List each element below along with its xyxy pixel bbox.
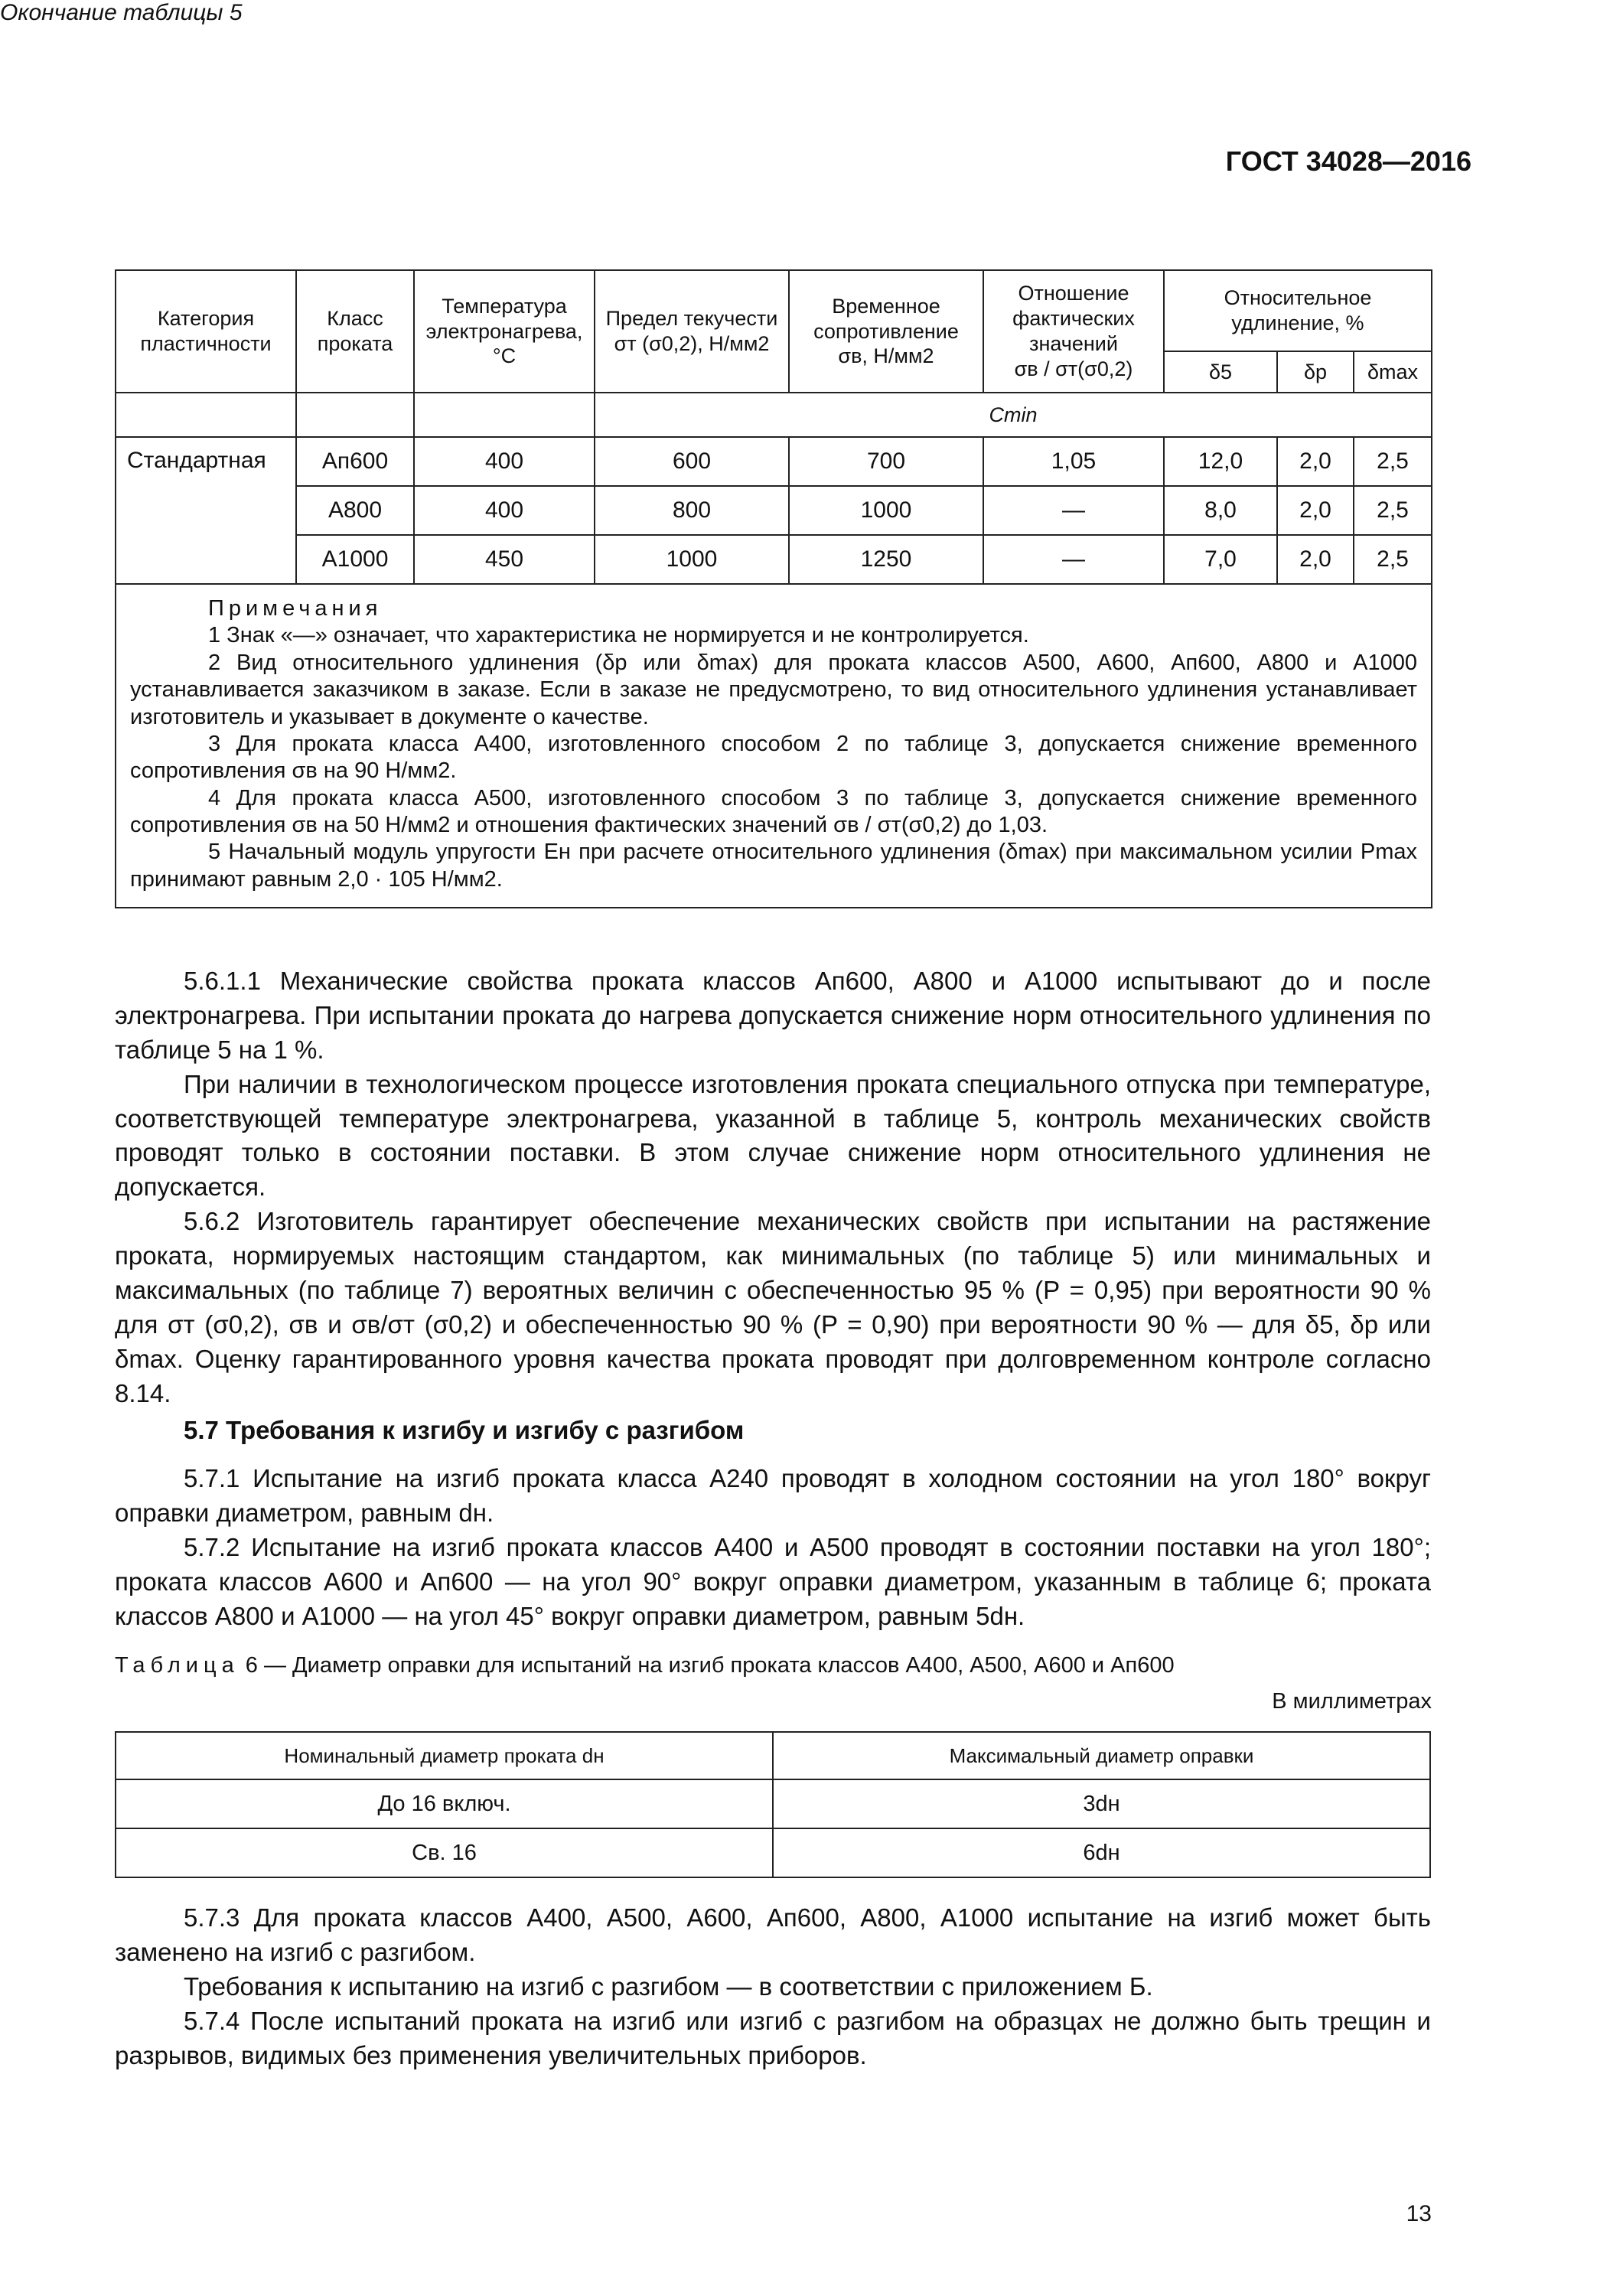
paragraph-5-7-3: 5.7.3 Для проката классов А400, А500, А600, Ап600, А800, А1000 испытание на изгиб может быть заменено на изгиб с разгибом. [115,1903,1431,1966]
paragraph-5-6-2: 5.6.2 Изготовитель гарантирует обеспечение механических свойств при испытании на растяжение проката, нормируемых настоящим стандартом, как минимальных (по таблице 5) или минимальных и максимальных (по таблице 7) вероятных величин с обеспеченностью 95 % (P = 0,95) при вероятности 90 % для σт (σ0,2), σв и σв/σт (σ0,2) и обеспеченностью 90 % (P = 0,90) при вероятности 90 % — для δ5, δp или δmax. Оценку гарантированного уровня качества проката проводят при долговременном контроле согласно 8.14. [115,1207,1431,1407]
cell-tensile: 700 [789,437,983,486]
header-tensile [789,270,983,393]
table-row [116,1779,1430,1828]
cell-temp: 400 [414,486,595,535]
table-row [116,437,1432,486]
table6-units: В миллиметрах [1272,1689,1432,1714]
paragraph-5-6-1-1: 5.6.1.1 Механические свойства проката классов Ап600, А800 и А1000 испытывают до и после электронагрева. При испытании проката до нагрева допускается снижение норм относительного удлинения по таблице 5 на 1 %. [115,967,1431,1064]
cell-tensile: 1000 [789,486,983,535]
cell-class: А800 [296,486,414,535]
note-1-text: 1 Знак «—» означает, что характеристика не нормируется и не контролируется. [208,623,1029,648]
note-1 [130,622,1417,649]
table5-notes [116,584,1432,908]
cell-tensile: 1250 [789,535,983,584]
cell-dp: 2,0 [1277,437,1354,486]
cell-mandrel: 3dн [773,1779,1430,1828]
header-yield-label: Предел текучести [605,307,778,331]
table6-caption-text: 6 — Диаметр оправки для испытаний на изгиб проката классов А400, А500, А600 и Ап600 [245,1653,1175,1678]
header-temperature: Температура электронагрева, °C [414,270,595,393]
section-heading-5-7: 5.7 Требования к изгибу и изгибу с разгибом [184,1416,745,1444]
header-yield-unit: σт (σ0,2), Н/мм2 [614,332,770,355]
header-ratio-unit: σв / σт(σ0,2) [1014,357,1133,380]
cell-class: Ап600 [296,437,414,486]
header-ratio [983,270,1164,393]
header-ratio-label: Отношение фактических значений [1012,282,1135,355]
paragraph-5-7-2: 5.7.2 Испытание на изгиб проката классов А400 и А500 проводят в состоянии поставки на угол 180°; проката классов А600 и Ап600 — на угол 90° вокруг оправки диаметром, указанным в таблице 6; проката классов А800 и А1000 — на угол 45° вокруг оправки диаметром, равным 5dн. [115,1532,1431,1630]
cell-diameter: До 16 включ. [116,1779,773,1828]
table-row [116,486,1432,535]
cell-d5: 8,0 [1164,486,1277,535]
paragraph-5-6-1-1-b: При наличии в технологическом процессе изготовления проката специального отпуска при температуре, соответствующей температуре электронагрева, указанной в таблице 5, контроль механических свойств проводят только в состоянии поставки. В этом случае снижение норм относительного удлинения не допускается. [115,1069,1431,1202]
note-2-text: 2 Вид относительного удлинения (δp или δmax) для проката классов А500, А600, Ап600, А800 и А1000 устанавливается заказчиком в заказе. Если в заказе не предусмотрено, то вид относительного удлинения устанавливает изготовитель и указывает в документе о качестве. [130,650,1417,729]
cell-category: Стандартная [116,437,296,584]
section-5-7-3 [115,1901,1431,2073]
header-tensile-unit: σв, Н/мм2 [838,344,934,368]
note-4-text: 4 Для проката класса А500, изготовленного способом 3 по таблице 3, допускается снижение временного сопротивления σв на 50 Н/мм2 и отношения фактических значений σв / σт(σ0,2) до 1,03. [130,785,1417,837]
cell-dmax: 2,5 [1354,437,1432,486]
cell-yield: 1000 [595,535,789,584]
cell-temp: 400 [414,437,595,486]
cell-d5: 12,0 [1164,437,1277,486]
note-2 [130,650,1417,731]
cell-ratio: 1,05 [983,437,1164,486]
cell-yield: 800 [595,486,789,535]
header-dmax: δmax [1354,351,1432,393]
cell-mandrel: 6dн [773,1828,1430,1877]
cell-dmax: 2,5 [1354,535,1432,584]
header-d5: δ5 [1164,351,1277,393]
header-tensile-label: Временное сопротивление [813,294,959,343]
page-number: 13 [1406,2201,1432,2226]
cell-dmax: 2,5 [1354,486,1432,535]
note-5 [130,839,1417,893]
notes-title: Примечания [208,596,383,621]
table6-header-mandrel: Максимальный диаметр оправки [773,1732,1430,1779]
section-5-7 [115,1462,1431,1633]
table-row [116,535,1432,584]
header-elongation: Относительное удлинение, % [1164,270,1432,351]
table-row [116,1828,1430,1877]
header-class: Класс проката [296,270,414,393]
document-code: ГОСТ 34028—2016 [1225,145,1471,177]
cell-ratio: — [983,535,1164,584]
cell-class: А1000 [296,535,414,584]
paragraph-5-7-3-b: Требования к испытанию на изгиб с разгибом — в соответствии с приложением Б. [184,1971,1153,2001]
table5-caption: Окончание таблицы 5 [0,0,243,25]
cell-ratio: — [983,486,1164,535]
note-3-text: 3 Для проката класса А400, изготовленного способом 2 по таблице 3, допускается снижение временного сопротивления σв на 90 Н/мм2. [130,731,1417,784]
cell-dp: 2,0 [1277,535,1354,584]
note-4 [130,785,1417,840]
cell-d5: 7,0 [1164,535,1277,584]
cell-diameter: Св. 16 [116,1828,773,1877]
header-dp: δp [1277,351,1354,393]
paragraph-5-7-4: 5.7.4 После испытаний проката на изгиб или изгиб с разгибом на образцах не должно быть трещин и разрывов, видимых без применения увеличительных приборов. [115,2006,1431,2069]
cell-yield: 600 [595,437,789,486]
note-5-text: 5 Начальный модуль упругости Ен при расчете относительного удлинения (δmax) при максимальном усилии Pmax принимают равным 2,0 · 105 Н/мм2. [130,840,1417,892]
header-yield [595,270,789,393]
table6-label: Таблица [115,1653,240,1678]
table-5 [115,269,1432,908]
header-cmin: Cmin [595,393,1432,437]
note-3 [130,731,1417,785]
cell-dp: 2,0 [1277,486,1354,535]
header-category: Категория пластичности [116,270,296,393]
table6-caption [115,1653,1175,1678]
table6-header-diameter: Номинальный диаметр проката dн [116,1732,773,1779]
cell-temp: 450 [414,535,595,584]
paragraph-5-7-1: 5.7.1 Испытание на изгиб проката класса А240 проводят в холодном состоянии на угол 180° вокруг оправки диаметром, равным dн. [115,1464,1431,1527]
section-5-6 [115,964,1431,1411]
table-6 [115,1731,1431,1878]
